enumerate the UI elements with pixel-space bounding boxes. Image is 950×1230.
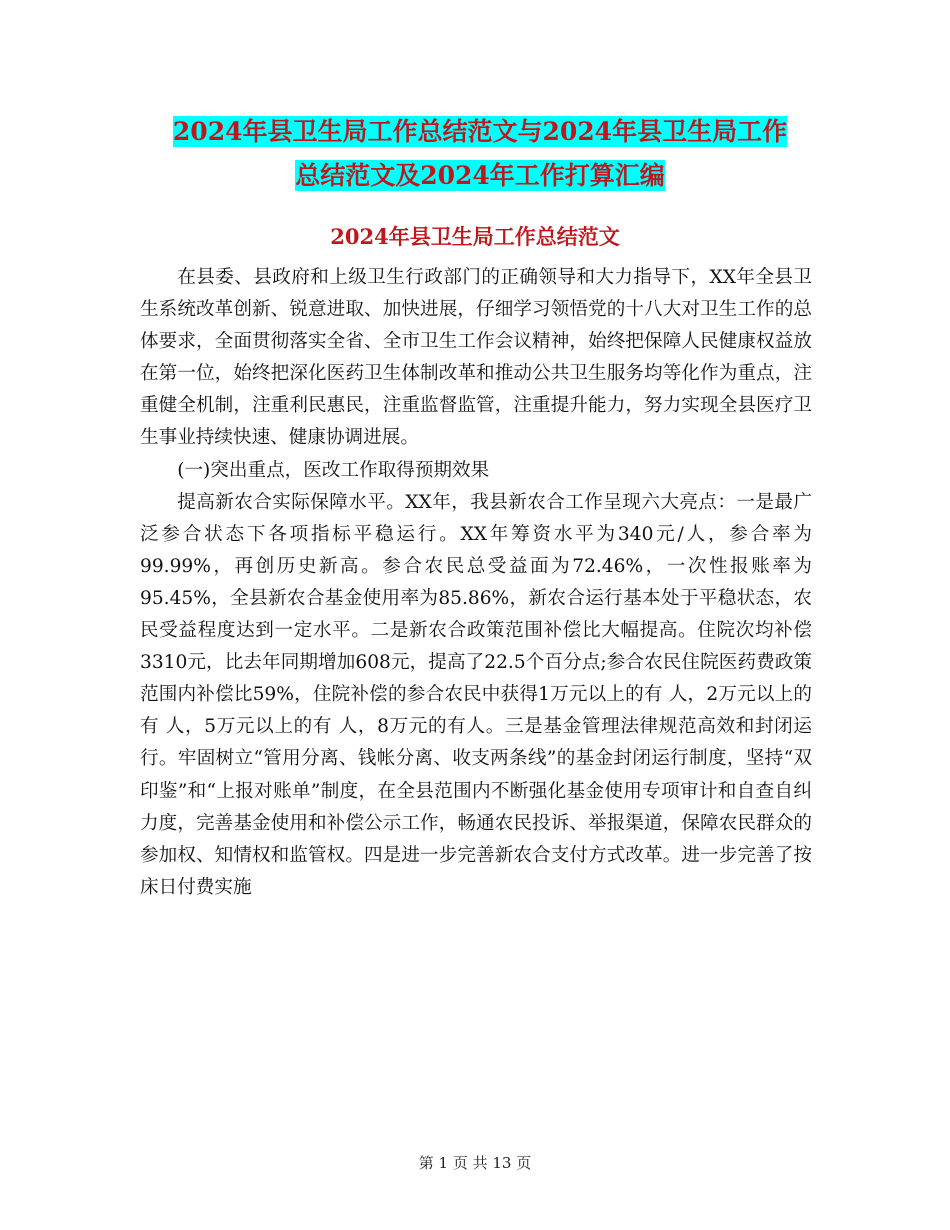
page-footer: 第 1 页 共 13 页 [418, 1154, 532, 1172]
section-title: 2024年县卫生局工作总结范文 [330, 224, 620, 249]
document-title [140, 110, 820, 198]
paragraph: (一)突出重点，医改工作取得预期效果 [177, 459, 490, 481]
body-text [140, 262, 812, 904]
paragraph: 提高新农合实际保障水平。XX年，我县新农合工作呈现六大亮点：一是最广泛参合状态下各项指标平稳运行。XX年筹资水平为340元/人，参合率为99.99%，再创历史新高。参合农民总受益面为72.46%，一次性报账率为95.45%，全县新农合基金使用率为85.86%，新农合运行基本处于平稳状态，农民受益程度达到一定水平。二是新农合政策范围补偿比大幅提高。住院次均补偿3310元，比去年同期增加608元，提高了22.5个百分点;参合农民住院医药费政策范围内补偿比59%，住院补偿的参合农民中获得1万元以上的有 人，2万元以上的有 人，5万元以上的有 人，8万元的有人。三是基金管理法律规范高效和封闭运行。牢固树立“管用分离、钱帐分离、收支两条线”的基金封闭运行制度，坚持“双印鉴”和“上报对账单”制度，在全县范围内不断强化基金使用专项审计和自查自纠力度，完善基金使用和补偿公示工作，畅通农民投诉、举报渠道，保障农民群众的参加权、知情权和监管权。四是进一步完善新农合支付方式改革。进一步完善了按床日付费实施 [140, 491, 812, 898]
document-title-line-1: 2024年县卫生局工作总结范文与2024年县卫生局工作 [172, 117, 788, 146]
paragraph: 在县委、县政府和上级卫生行政部门的正确领导和大力指导下，XX年全县卫生系统改革创新、锐意进取、加快进展，仔细学习领悟党的十八大对卫生工作的总体要求，全面贯彻落实全省、全市卫生工作会议精神，始终把保障人民健康权益放在第一位，始终把深化医药卫生体制改革和推动公共卫生服务均等化作为重点，注重健全机制，注重利民惠民，注重监督监管，注重提升能力，努力实现全县医疗卫生事业持续快速、健康协调进展。 [140, 267, 812, 449]
document-title-line-2: 总结范文及2024年工作打算汇编 [295, 161, 665, 190]
